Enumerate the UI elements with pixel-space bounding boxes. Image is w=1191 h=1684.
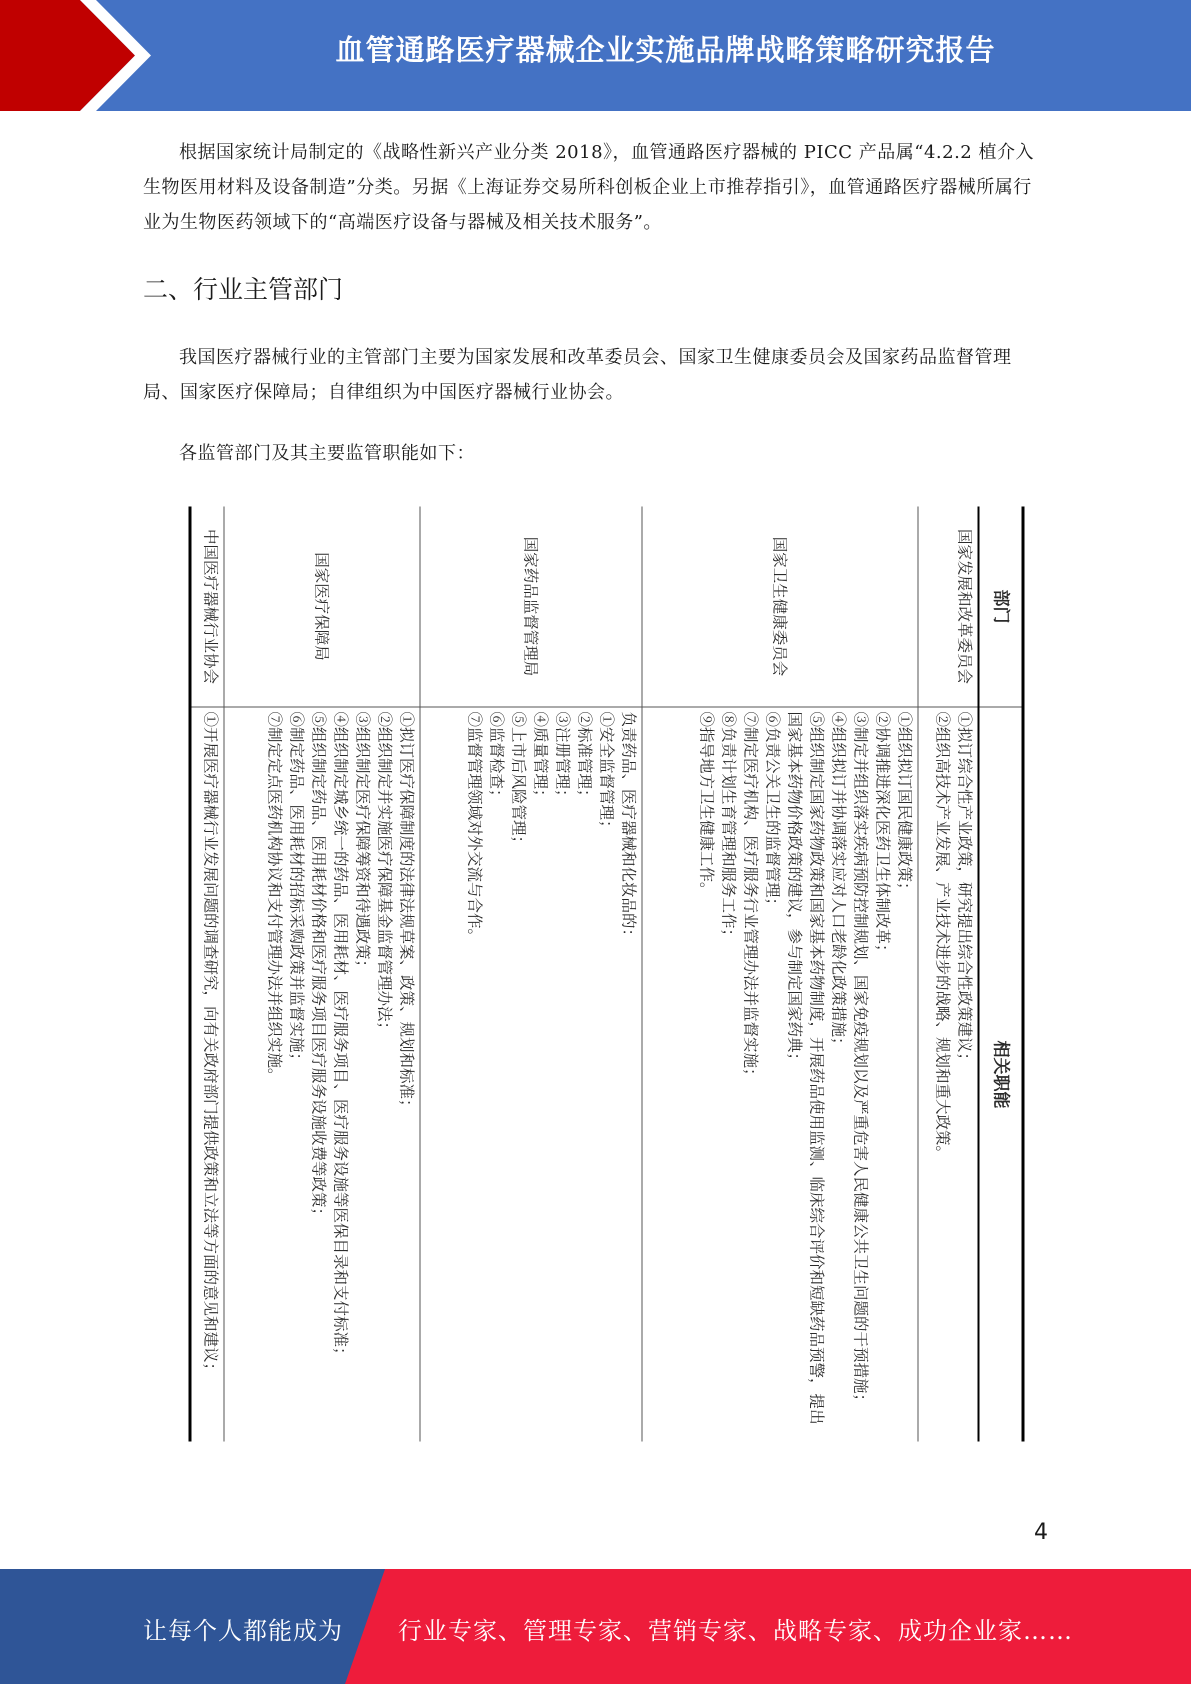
authority-paragraph: 我国医疗器械行业的主管部门主要为国家发展和改革委员会、国家卫生健康委员会及国家药品监督管理局、国家医疗保障局；自律组织为中国医疗器械行业协会。 bbox=[143, 347, 1012, 403]
function-item: 负责药品、医疗器械和化妆品的： bbox=[618, 711, 637, 944]
functions-cell bbox=[917, 707, 978, 1442]
table-row bbox=[419, 506, 641, 1441]
function-item: ②组织制定并实施医疗保障基金监督管理办法； bbox=[374, 711, 393, 1037]
function-item: ⑥监督检查； bbox=[486, 711, 505, 805]
department-cell: 中国医疗器械行业协会 bbox=[190, 506, 224, 707]
function-item: ⑨指导地方卫生健康工作。 bbox=[696, 711, 715, 898]
function-item: ⑥负责公关卫生的监督管理； bbox=[762, 711, 781, 913]
function-item: ⑥制定药品、医用耗材的招标采购政策并监督实施； bbox=[286, 711, 305, 1068]
functions-cell bbox=[419, 707, 641, 1442]
intro-paragraph: 根据国家统计局制定的《战略性新兴产业分类 2018》，血管通路医疗器械的 PICC 产品属“4.2.2 植介入生物医用材料及设备制造”分类。另据《上海证券交易所科创板企业上市推荐指引》，血管通路医疗器械所属行业为生物医药领域下的“高端医疗设备与器械及相关技术服务”。 bbox=[143, 142, 1034, 233]
department-cell: 国家药品监督管理局 bbox=[419, 506, 641, 707]
function-item: ①拟订综合性产业政策，研究提出综合性政策建议； bbox=[955, 711, 973, 1068]
function-item: ②协调推进深化医药卫生体制改革； bbox=[872, 711, 891, 960]
section-heading: 二、行业主管部门 bbox=[143, 275, 344, 304]
table-row bbox=[224, 506, 419, 1441]
function-item: ①安全监督管理； bbox=[596, 711, 615, 836]
footer-slogan-left: 让每个人都能成为 bbox=[143, 1617, 343, 1645]
department-cell: 国家医疗保障局 bbox=[224, 506, 419, 707]
function-item: ①组织拟订国民健康政策； bbox=[894, 711, 913, 898]
report-title: 血管通路医疗器械企业实施品牌战略策略研究报告 bbox=[335, 33, 996, 67]
table-row bbox=[917, 506, 978, 1441]
functions-column-header: 相关职能 bbox=[990, 1040, 1010, 1108]
functions-cell bbox=[190, 707, 224, 1442]
page-header bbox=[0, 0, 1191, 111]
function-item: ③制定并组织落实疾病预防控制规划、国家免疫规划以及严重危害人民健康公共卫生问题的干预措施； bbox=[850, 711, 869, 1409]
function-item: ⑦制定医疗机构、医疗服务行业管理办法并监督实施； bbox=[740, 711, 759, 1084]
department-cell: 国家发展和改革委员会 bbox=[917, 506, 978, 707]
function-item: ④质量管理； bbox=[530, 711, 549, 805]
function-item: ⑤组织制定药品、医用耗材价格和医疗服务项目医疗服务设施收费等政策； bbox=[308, 711, 327, 1223]
regulator-table-area bbox=[188, 506, 1024, 1441]
function-item: ⑦制定定点医药机构协议和支付管理办法并组织实施。 bbox=[264, 711, 283, 1084]
function-item: ③注册管理； bbox=[552, 711, 571, 805]
function-item: ④组织制定城乡统一的药品、医用耗材、医疗服务项目、医疗服务设施等医保目录和支付标准； bbox=[330, 711, 349, 1363]
regulator-table bbox=[188, 506, 1024, 1441]
function-item: ⑧负责计划生育管理和服务工作； bbox=[718, 711, 737, 944]
function-item: ①开展医疗器械行业发展问题的调查研究，向有关政府部门提供政策和立法等方面的意见和建议； bbox=[201, 711, 220, 1378]
department-column-header: 部门 bbox=[978, 506, 1023, 707]
functions-cell bbox=[641, 707, 917, 1442]
function-item: ④组织拟订并协调落实应对人口老龄化政策措施； bbox=[828, 711, 847, 1053]
function-item: ⑤组织制定国家药物政策和国家基本药物制度，开展药品使用监测、临床综合评价和短缺药品预警，提出国家基本药物价格政策的建议，参与制定国家药典； bbox=[784, 711, 825, 1425]
footer-slogan-right: 行业专家、管理专家、营销专家、战略专家、成功企业家…… bbox=[398, 1617, 1073, 1645]
table-header-row bbox=[978, 506, 1023, 1441]
function-item: ⑦监督管理领域对外交流与合作。 bbox=[464, 711, 483, 944]
function-item: ⑤上市后风险管理； bbox=[508, 711, 527, 851]
page-number: 4 bbox=[1034, 1520, 1048, 1545]
function-item: ②组织高技术产业发展、产业技术进步的战略、规划和重大政策。 bbox=[933, 711, 951, 1161]
department-cell: 国家卫生健康委员会 bbox=[641, 506, 917, 707]
function-item: ②标准管理； bbox=[574, 711, 593, 805]
header-arrow-decoration bbox=[0, 0, 160, 111]
table-row bbox=[641, 506, 917, 1441]
table-intro-paragraph: 各监管部门及其主要监管职能如下： bbox=[179, 443, 475, 464]
page-footer bbox=[0, 1569, 1191, 1684]
function-item: ③组织制定医疗保障筹资和待遇政策； bbox=[352, 711, 371, 975]
functions-cell bbox=[224, 707, 419, 1442]
function-item: ①拟订医疗保障制度的法律法规草案、政策、规划和标准； bbox=[396, 711, 415, 1115]
table-row bbox=[190, 506, 224, 1441]
